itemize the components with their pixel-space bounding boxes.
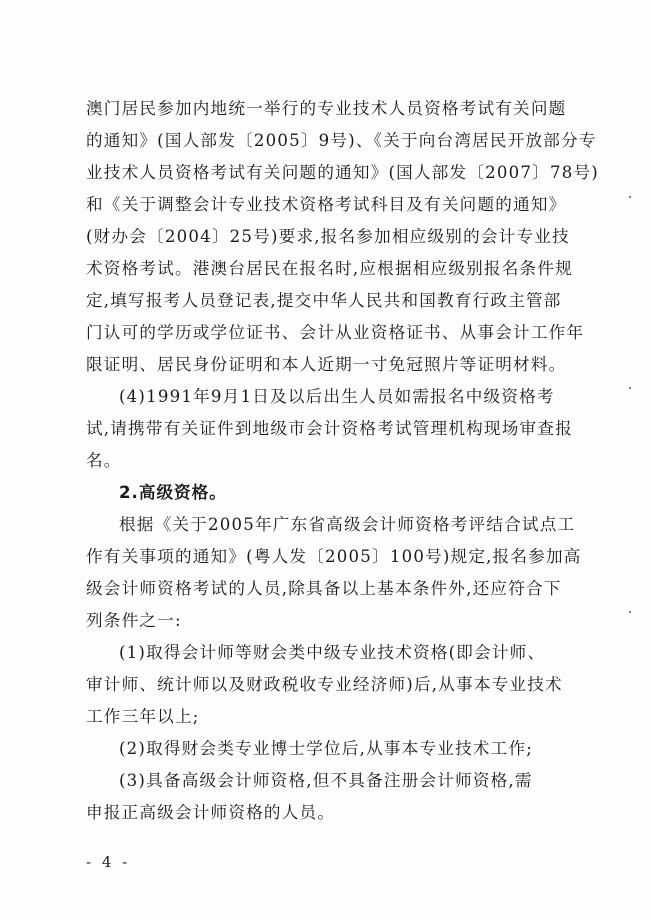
paragraph-line: (4)1991年9月1日及以后出生人员如需报名中级资格考 (119, 387, 555, 406)
paragraph-line: 名。 (86, 451, 122, 470)
paragraph-line: 门认可的学历或学位证书、会计从业资格证书、从事会计工作年 (86, 323, 585, 342)
paragraph-line: 术资格考试。港澳台居民在报名时,应根据相应级别报名条件规 (86, 259, 573, 278)
paragraph-line: 审计师、统计师以及财政税收专业经济师)后,从事本专业技术 (86, 675, 563, 694)
paragraph-line: 的通知》(国人部发〔2005〕9号)、《关于向台湾居民开放部分专 (86, 131, 597, 150)
paragraph-line: 定,填写报考人员登记表,提交中华人民共和国教育行政主管部 (86, 291, 562, 310)
paragraph-line: 作有关事项的通知》(粤人发〔2005〕100号)规定,报名参加高 (86, 547, 582, 566)
paragraph-line: (财办会〔2004〕25号)要求,报名参加相应级别的会计专业技 (86, 227, 570, 246)
paragraph-line: 试,请携带有关证件到地级市会计资格考试管理机构现场审查报 (86, 419, 573, 438)
paragraph-line: 申报正高级会计师资格的人员。 (86, 803, 336, 822)
margin-dot (629, 196, 631, 198)
paragraph-line: 澳门居民参加内地统一举行的专业技术人员资格考试有关问题 (86, 99, 567, 118)
section-heading: 2.高级资格。 (119, 483, 227, 502)
paragraph-line: (3)具备高级会计师资格,但不具备注册会计师资格,需 (119, 771, 533, 790)
paragraph-line: 工作三年以上; (86, 707, 200, 726)
paragraph-line: 业技术人员资格考试有关问题的通知》(国人部发〔2007〕78号) (86, 163, 599, 182)
margin-dot (629, 611, 631, 613)
margin-dot (629, 387, 631, 389)
paragraph-line: (1)取得会计师等财会类中级专业技术资格(即会计师、 (119, 643, 546, 662)
page-number: - 4 - (86, 853, 131, 871)
paragraph-line: 和《关于调整会计专业技术资格考试科目及有关问题的通知》 (86, 195, 567, 214)
paragraph-line: (2)取得财会类专业博士学位后,从事本专业技术工作; (119, 739, 534, 758)
paragraph-line: 限证明、居民身份证明和本人近期一寸免冠照片等证明材料。 (86, 355, 567, 374)
document-body (86, 93, 599, 829)
paragraph-line: 列条件之一: (86, 611, 182, 630)
paragraph-line: 级会计师资格考试的人员,除具备以上基本条件外,还应符合下 (86, 579, 562, 598)
paragraph-line: 根据《关于2005年广东省高级会计师资格考评结合试点工 (119, 515, 576, 534)
